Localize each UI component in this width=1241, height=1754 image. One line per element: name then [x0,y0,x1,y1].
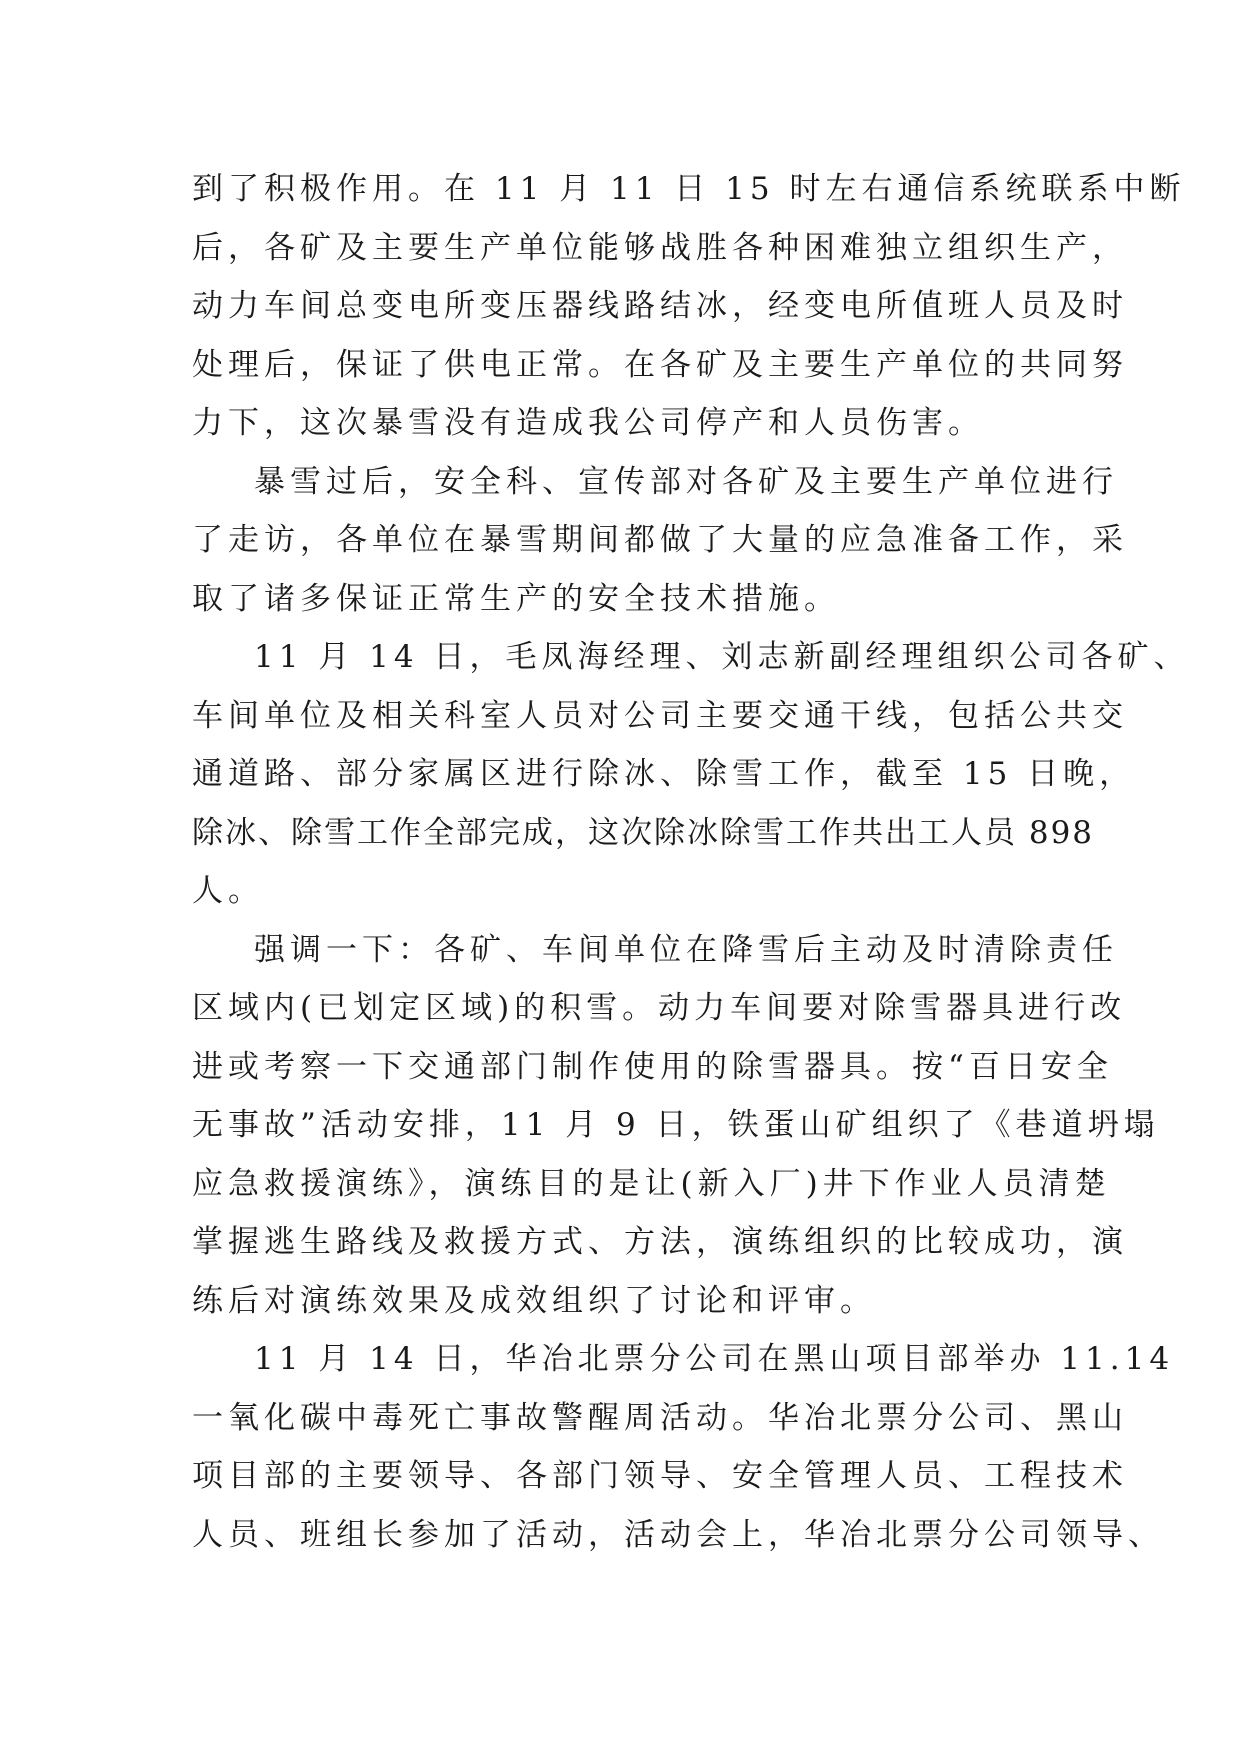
text-line: 除冰、除雪工作全部完成，这次除冰除雪工作共出工人员 898 [192,814,1095,851]
text-line: 人。 [192,873,264,909]
text-line: 应急救援演练》，演练目的是让(新入厂)井下作业人员清楚 [192,1165,1111,1202]
text-line: 无事故”活动安排，11 月 9 日，铁蛋山矿组织了《巷道坍塌 [192,1107,1160,1143]
text-line: 到了积极作用。在 11 月 11 日 15 时左右通信系统联系中断 [192,171,1186,207]
text-line: 人员、班组长参加了活动，活动会上，华冶北票分公司领导、 [192,1516,1164,1553]
text-line: 车间单位及相关科室人员对公司主要交通干线，包括公共交 [192,697,1128,734]
text-line: 取了诸多保证正常生产的安全技术措施。 [192,580,840,617]
paragraph [192,453,1128,629]
text-line: 暴雪过后，安全科、宣传部对各矿及主要生产单位进行 [254,463,1118,500]
text-line: 强调一下：各矿、车间单位在降雪后主动及时清除责任 [254,931,1118,968]
text-line: 一氧化碳中毒死亡事故警醒周活动。华冶北票分公司、黑山 [192,1399,1128,1436]
paragraph [192,628,1190,921]
paragraph [192,921,1160,1331]
text-line: 掌握逃生路线及救援方式、方法，演练组织的比较成功，演 [192,1224,1128,1260]
text-line: 力下，这次暴雪没有造成我公司停产和人员伤害。 [192,405,984,441]
text-line: 处理后，保证了供电正常。在各矿及主要生产单位的共同努 [192,346,1128,383]
text-line: 动力车间总变电所变压器线路结冰，经变电所值班人员及时 [192,288,1128,324]
text-line: 项目部的主要领导、各部门领导、安全管理人员、工程技术 [192,1458,1128,1494]
text-line: 进或考察一下交通部门制作使用的除雪器具。按“百日安全 [192,1048,1113,1085]
paragraph [192,160,1186,453]
text-line: 11 月 14 日，华冶北票分公司在黑山项目部举办 11.14 [254,1341,1175,1377]
text-line: 后，各矿及主要生产单位能够战胜各种困难独立组织生产， [192,229,1128,266]
text-line: 了走访，各单位在暴雪期间都做了大量的应急准备工作，采 [192,522,1128,558]
document-body [192,160,1190,1564]
text-line: 练后对演练效果及成效组织了讨论和评审。 [192,1282,876,1319]
text-line: 通道路、部分家属区进行除冰、除雪工作，截至 15 日晚， [192,756,1136,792]
text-line: 11 月 14 日，毛凤海经理、刘志新副经理组织公司各矿、 [254,639,1190,675]
paragraph [192,1330,1175,1564]
text-line: 区域内(已划定区域)的积雪。动力车间要对除雪器具进行改 [192,990,1127,1026]
